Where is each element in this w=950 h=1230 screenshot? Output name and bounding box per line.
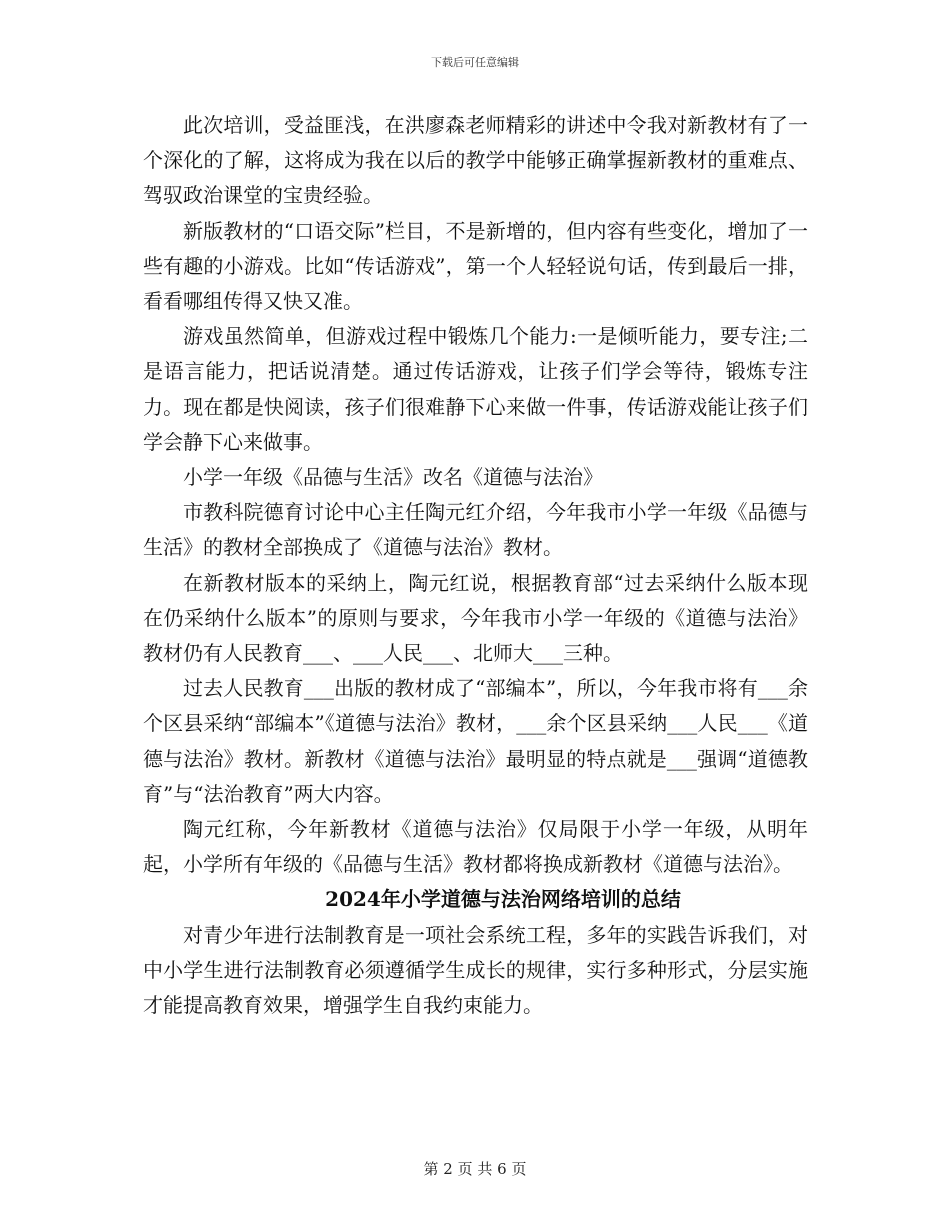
paragraph-training-gains: 此次培训，受益匪浅，在洪廖森老师精彩的讲述中令我对新教材有了一个深化的了解，这将成为我在以后的教学中能够正确掌握新教材的重难点、驾驭政治课堂的宝贵经验。 xyxy=(143,113,808,208)
paragraph-game-abilities: 游戏虽然简单，但游戏过程中锻炼几个能力:一是倾听能力，要专注;二是语言能力，把话说清楚。通过传话游戏，让孩子们学会等待，锻炼专注力。现在都是快阅读，孩子们很难静下心来做一件事，传话游戏能让孩子们学会静下心来做事。 xyxy=(143,324,808,454)
paragraph-rename-subtitle: 小学一年级《品德与生活》改名《道德与法治》 xyxy=(183,465,603,490)
paragraph-legal-education: 对青少年进行法制教育是一项社会系统工程，多年的实践告诉我们，对中小学生进行法制教育必须遵循学生成长的规律，实行多种形式，分层实施才能提高教育效果，增强学生自我约束能力。 xyxy=(143,922,808,1018)
page-indicator: 第 2 页 共 6 页 xyxy=(423,1160,527,1178)
paragraph-ministry-edition: 过去人民教育___出版的教材成了“部编本”，所以，今年我市将有___余个区县采纳“部编本”《道德与法治》教材，___余个区县采纳___人民___《道德与法治》教材。新教材《道德与法治》最明显的特点就是___强调“道德教育”与“法治教育”两大内容。 xyxy=(143,676,808,806)
paragraph-future-scope: 陶元红称，今年新教材《道德与法治》仅局限于小学一年级，从明年起，小学所有年级的《品德与生活》教材都将换成新教材《道德与法治》。 xyxy=(143,817,808,877)
paragraph-edition-adoption: 在新教材版本的采纳上，陶元红说，根据教育部“过去采纳什么版本现在仍采纳什么版本”的原则与要求，今年我市小学一年级的《道德与法治》教材仍有人民教育___、___人民___、北师大___三种。 xyxy=(143,570,808,666)
document-body xyxy=(143,108,808,1023)
paragraph-oral-communication: 新版教材的“口语交际”栏目，不是新增的，但内容有些变化，增加了一些有趣的小游戏。比如“传话游戏”，第一个人轻轻说句话，传到最后一排，看看哪组传得又快又准。 xyxy=(143,218,808,314)
paragraph-textbook-replaced: 市教科院德育讨论中心主任陶元红介绍，今年我市小学一年级《品德与生活》的教材全部换成了《道德与法治》教材。 xyxy=(143,500,808,560)
section-title: 2024年小学道德与法治网络培训的总结 xyxy=(325,887,681,912)
header-note: 下载后可任意编辑 xyxy=(431,56,519,69)
